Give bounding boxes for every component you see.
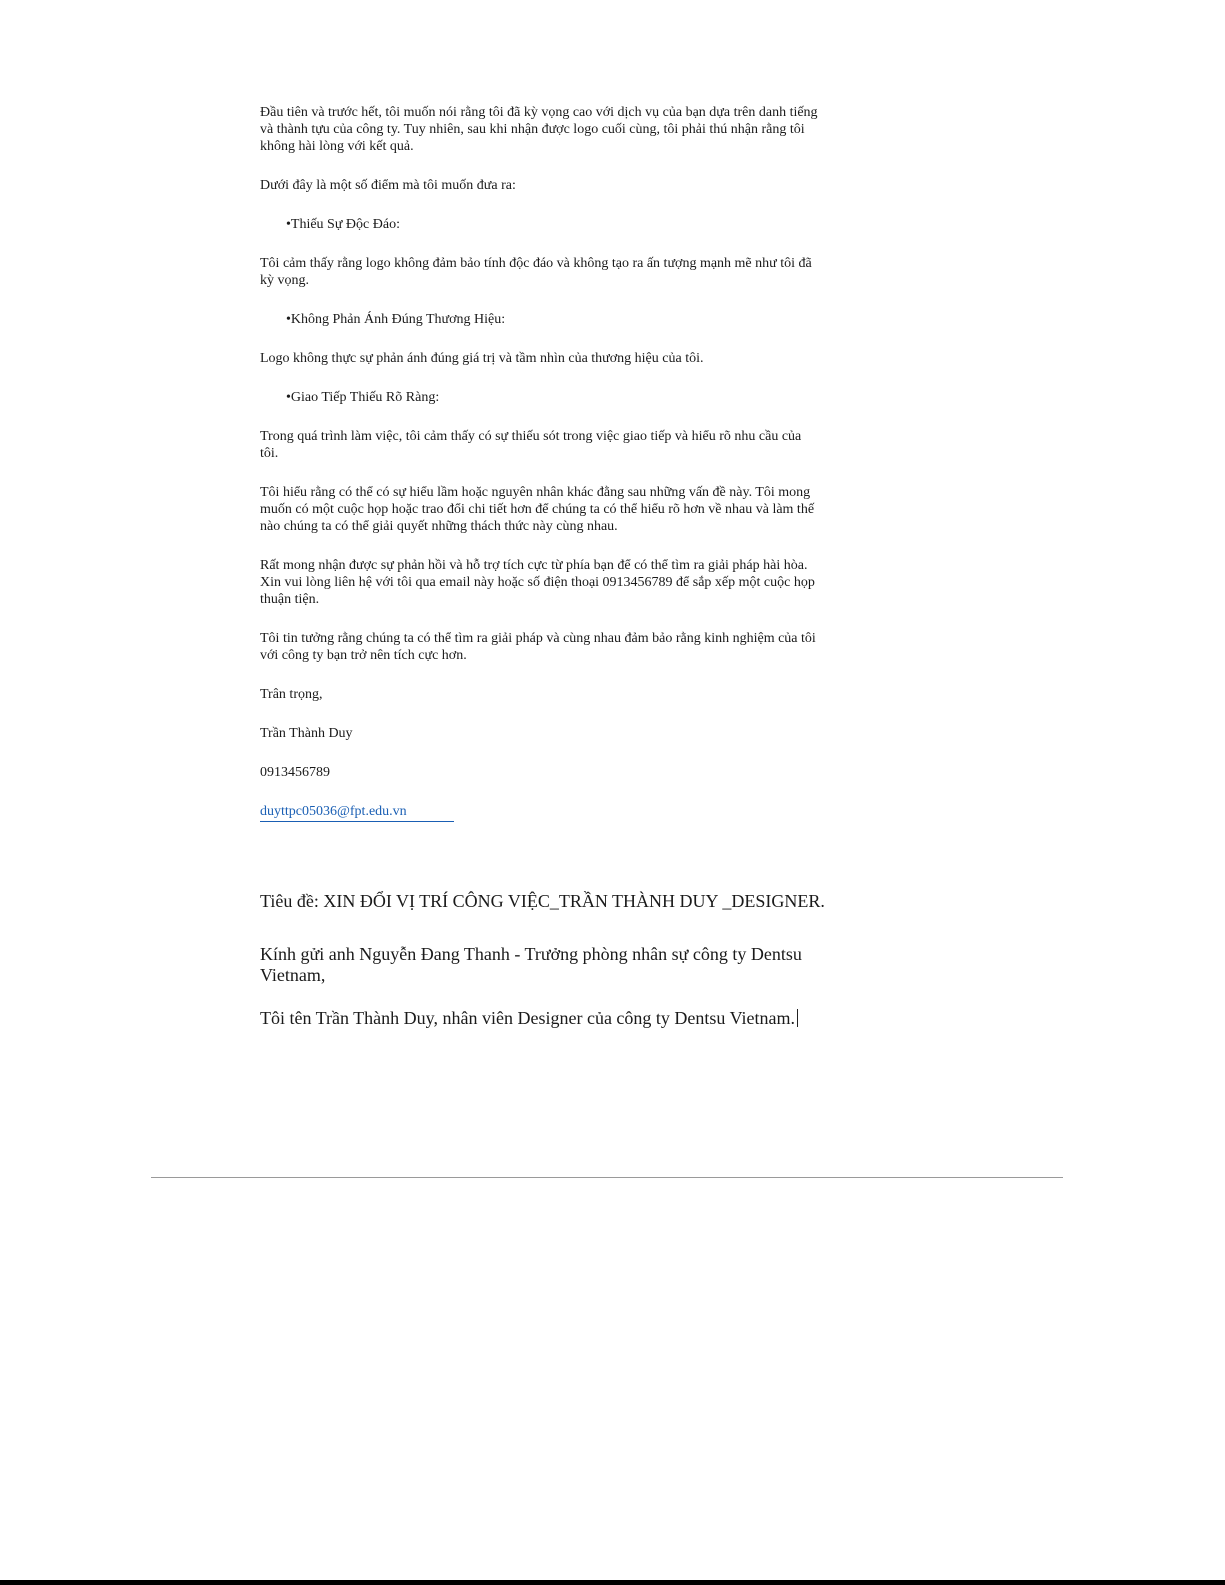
closing-salutation: Trân trọng, — [260, 687, 323, 702]
subject-line: Tiêu đề: XIN ĐỔI VỊ TRÍ CÔNG VIỆC_TRẦN THÀNH DUY _DESIGNER. — [260, 891, 825, 911]
bullet-uniqueness: •Thiếu Sự Độc Đáo: — [286, 217, 400, 232]
bullet-communication: •Giao Tiếp Thiếu Rõ Ràng: — [286, 390, 440, 405]
intro-line — [260, 1008, 840, 1029]
signature-email-link[interactable]: duyttpc05036@fpt.edu.vn — [260, 804, 454, 822]
bullet-brand: •Không Phản Ánh Đúng Thương Hiệu: — [286, 312, 506, 327]
paragraph-points-lead: Dưới đây là một số điểm mà tôi muốn đưa ra: — [260, 178, 516, 193]
intro-text: Tôi tên Trần Thành Duy, nhân viên Designer của công ty Dentsu Vietnam. — [260, 1008, 795, 1028]
paragraph-brand: Logo không thực sự phản ánh đúng giá trị và tầm nhìn của thương hiệu của tôi. — [260, 351, 704, 366]
paragraph-misunderstanding: Tôi hiểu rằng có thể có sự hiểu lầm hoặc nguyên nhân khác đằng sau những vấn đề này. Tôi mong muốn có một cuộc họp hoặc trao đổi chi tiết hơn để chúng ta có thể hiểu rõ hơn về nhau và làm thế nào chúng ta có thể giải quyết những thách thức này cùng nhau. — [260, 485, 815, 534]
paragraph-trust: Tôi tin tưởng rằng chúng ta có thể tìm ra giải pháp và cùng nhau đảm bảo rằng kinh nghiệm của tôi với công ty bạn trở nên tích cực hơn. — [260, 631, 816, 663]
paragraph-intro: Đầu tiên và trước hết, tôi muốn nói rằng tôi đã kỳ vọng cao với dịch vụ của bạn dựa trên danh tiếng và thành tựu của công ty. Tuy nhiên, sau khi nhận được logo cuối cùng, tôi phải thú nhận rằng tôi không hài lòng với kết quả. — [260, 105, 818, 154]
text-cursor — [797, 1009, 798, 1027]
greeting-line: Kính gửi anh Nguyễn Đang Thanh - Trưởng phòng nhân sự công ty Dentsu Vietnam, — [260, 944, 802, 985]
paragraph-feedback-request: Rất mong nhận được sự phản hồi và hỗ trợ tích cực từ phía bạn để có thể tìm ra giải pháp hài hòa. Xin vui lòng liên hệ với tôi qua email này hoặc số điện thoại 0913456789 để sắp xếp một cuộc họp thuận tiện. — [260, 558, 815, 607]
signature-phone: 0913456789 — [260, 765, 330, 780]
compose-area[interactable] — [260, 891, 840, 1029]
page-divider — [151, 1177, 1063, 1178]
paragraph-communication: Trong quá trình làm việc, tôi cảm thấy có sự thiếu sót trong việc giao tiếp và hiểu rõ nhu cầu của tôi. — [260, 429, 802, 461]
paragraph-uniqueness: Tôi cảm thấy rằng logo không đảm bảo tính độc đáo và không tạo ra ấn tượng mạnh mẽ như tôi đã kỳ vọng. — [260, 256, 812, 288]
signature-name: Trần Thành Duy — [260, 726, 353, 741]
letter-body — [260, 104, 820, 822]
bottom-edge-bar — [0, 1580, 1225, 1585]
